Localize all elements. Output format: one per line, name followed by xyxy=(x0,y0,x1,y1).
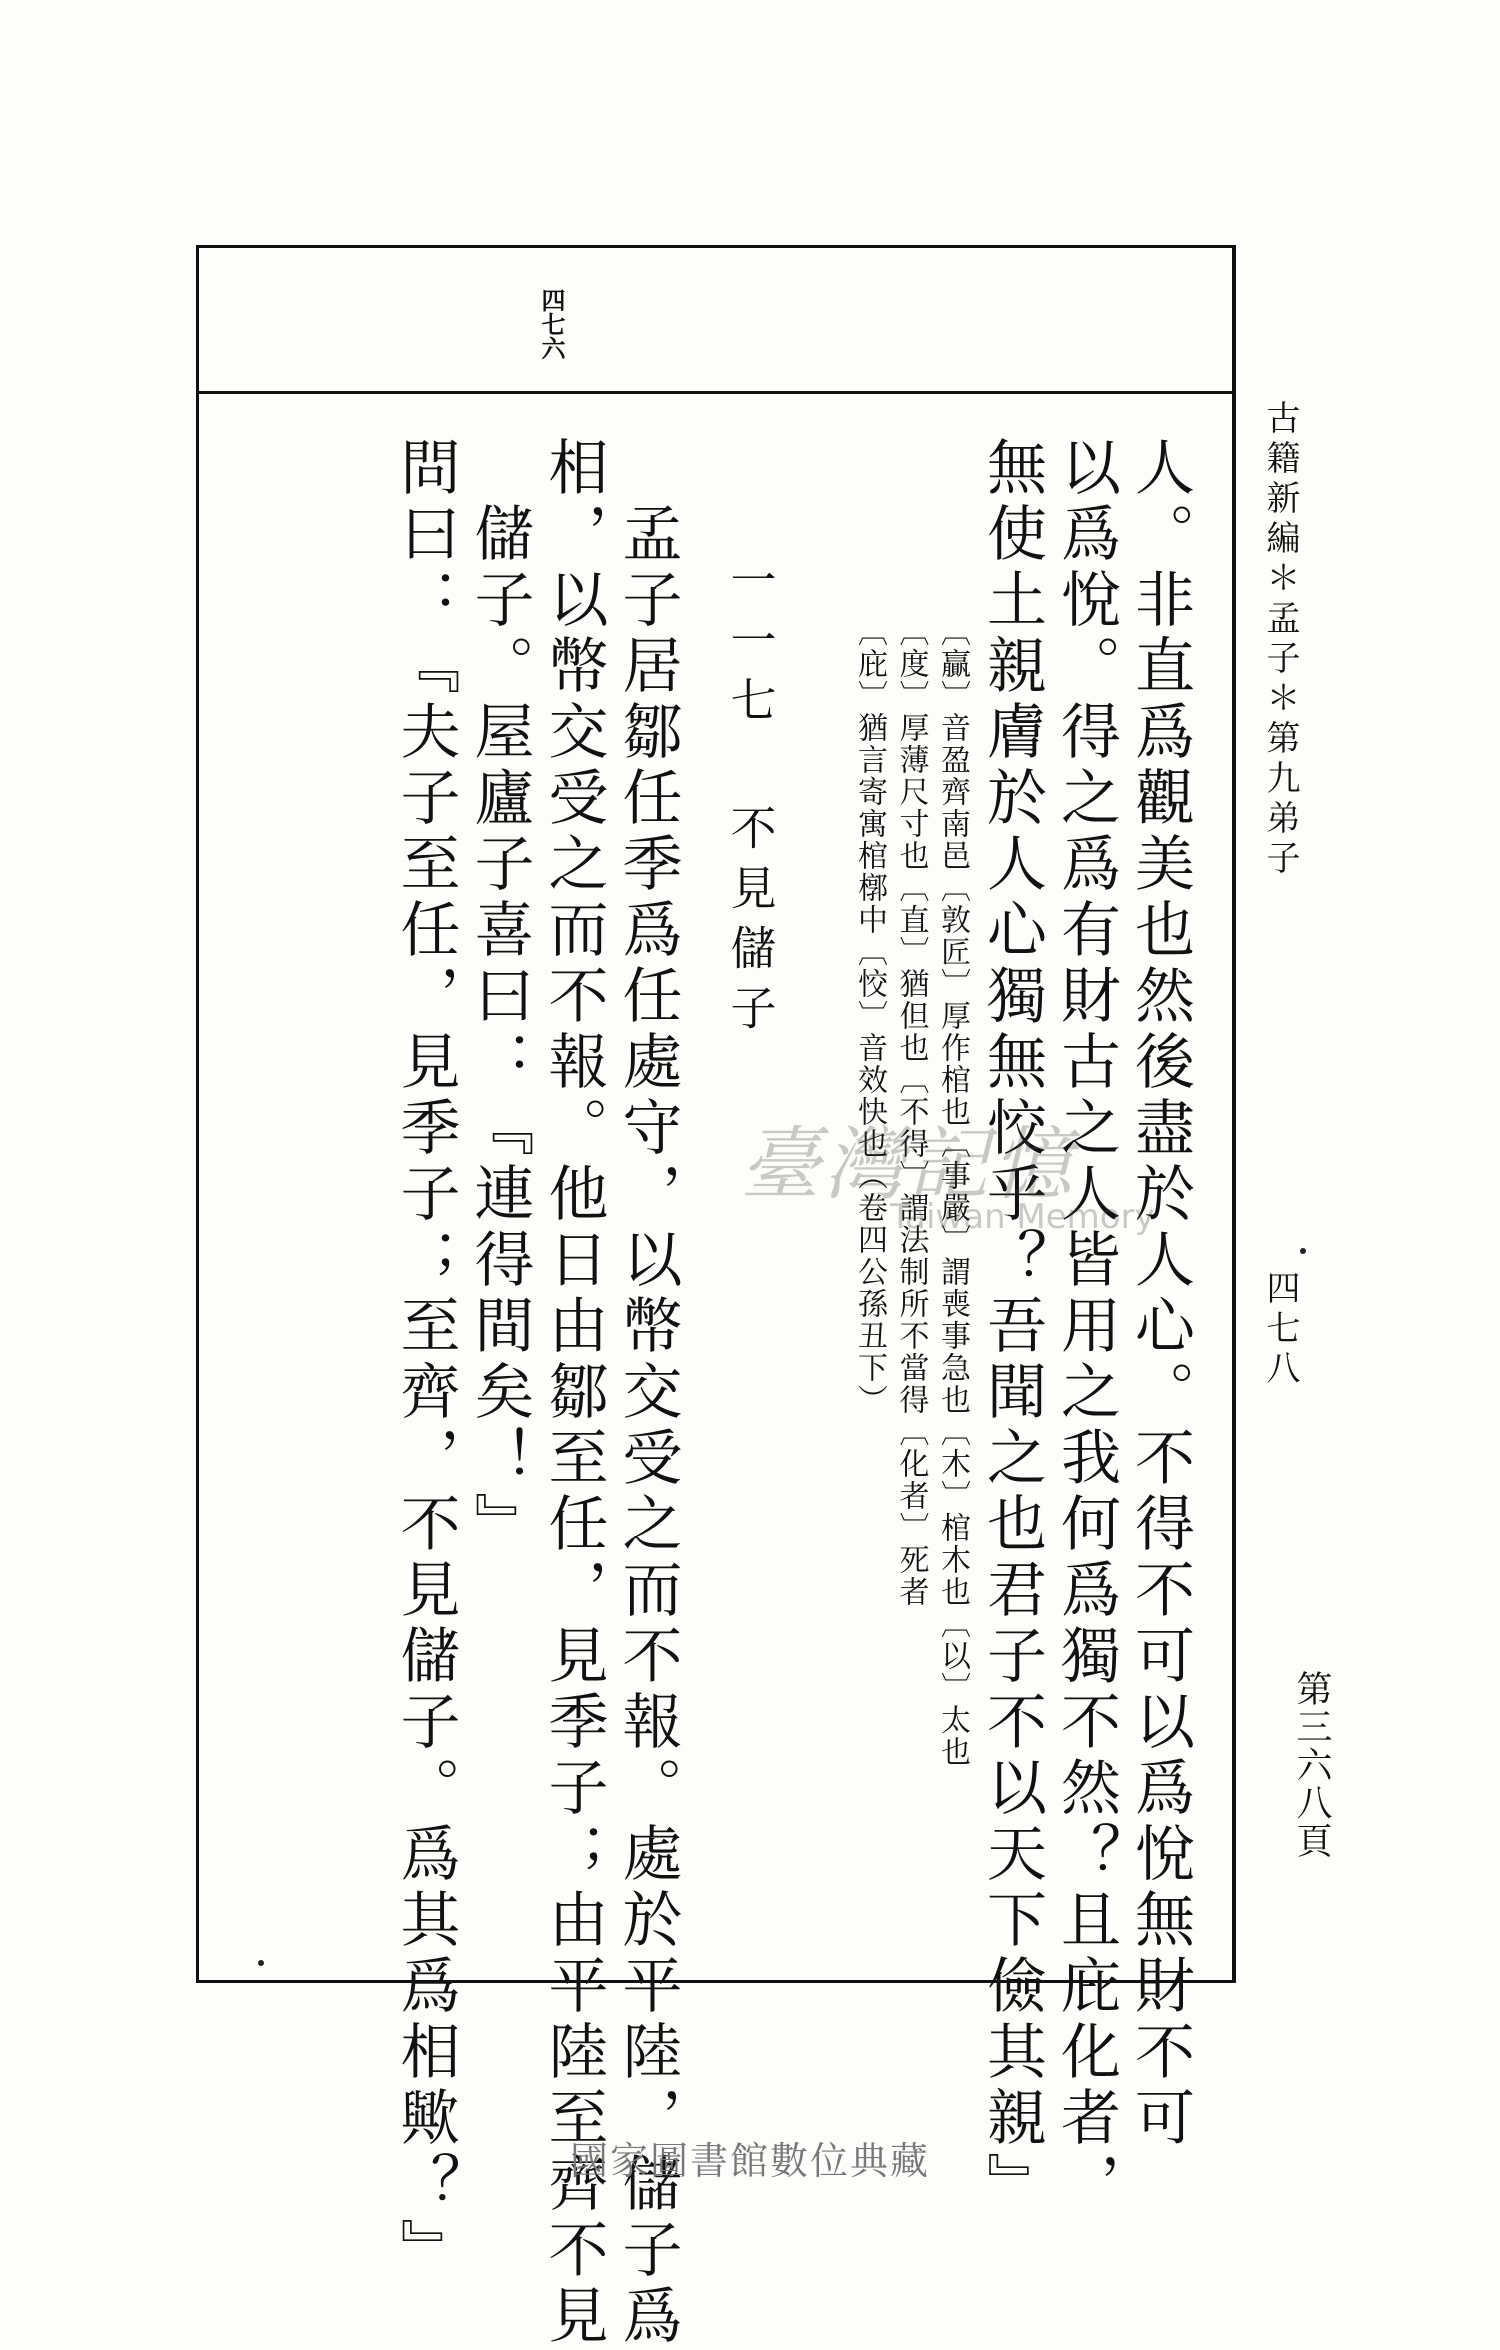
page-marker: 四七六 xyxy=(537,288,566,360)
scan-speck xyxy=(1300,1248,1306,1254)
note-line-3: 〔庇〕猶言寄寓棺槨中〔恔〕音效快也（卷四公孫丑下） xyxy=(852,616,887,1416)
section-column-1: 孟子居鄒任季爲任處守，以幣交受之而不報。處於平陸，儲子爲 xyxy=(612,502,683,2350)
library-footer: 國家圖書館數位典藏 xyxy=(569,2139,930,2183)
text-column-3: 無使土親膚於人心獨無恔乎？吾聞之也君子不以天下儉其親』 xyxy=(977,436,1047,2218)
scan-speck xyxy=(258,1960,264,1966)
section-column-2: 相，以幣交受之而不報。他日由鄒至任，見季子；由平陸至齊不見 xyxy=(538,436,609,2350)
section-title: 一一七 不見儲子 xyxy=(723,556,778,1044)
note-line-1: 〔贏〕音盈齊南邑〔敦匠〕厚作棺也〔事嚴〕謂喪事急也〔木〕棺木也〔以〕太也 xyxy=(935,616,970,1768)
text-column-2: 以爲悅。得之爲有財古之人皆用之我何爲獨不然？且庇化者， xyxy=(1051,436,1121,2218)
text-column-1: 人。非直爲觀美也然後盡於人心。不得不可以爲悅無財不可 xyxy=(1125,436,1195,2152)
section-column-4: 問曰：『夫子至任，見季子；至齊，不見儲子。爲其爲相歟？』 xyxy=(390,436,461,2284)
watermark-chinese: 臺灣記憶 xyxy=(740,1118,1076,1211)
note-line-2: 〔度〕厚薄尺寸也〔直〕猶但也〔不得〕謂法制所不當得〔化者〕死者 xyxy=(893,616,929,1608)
section-column-3: 儲子。屋廬子喜曰：『連得間矣！』 xyxy=(464,502,535,1558)
book-page-number: 四七八 xyxy=(1260,1270,1300,1390)
book-title: 古籍新編＊孟子＊第九弟子 xyxy=(1260,400,1300,880)
volume-page-number: 第三六八頁 xyxy=(1291,1670,1332,1860)
header-rule xyxy=(199,391,1232,394)
watermark-logo xyxy=(740,1100,1155,1237)
watermark-english: Taiwan Memory xyxy=(890,1197,1155,1237)
